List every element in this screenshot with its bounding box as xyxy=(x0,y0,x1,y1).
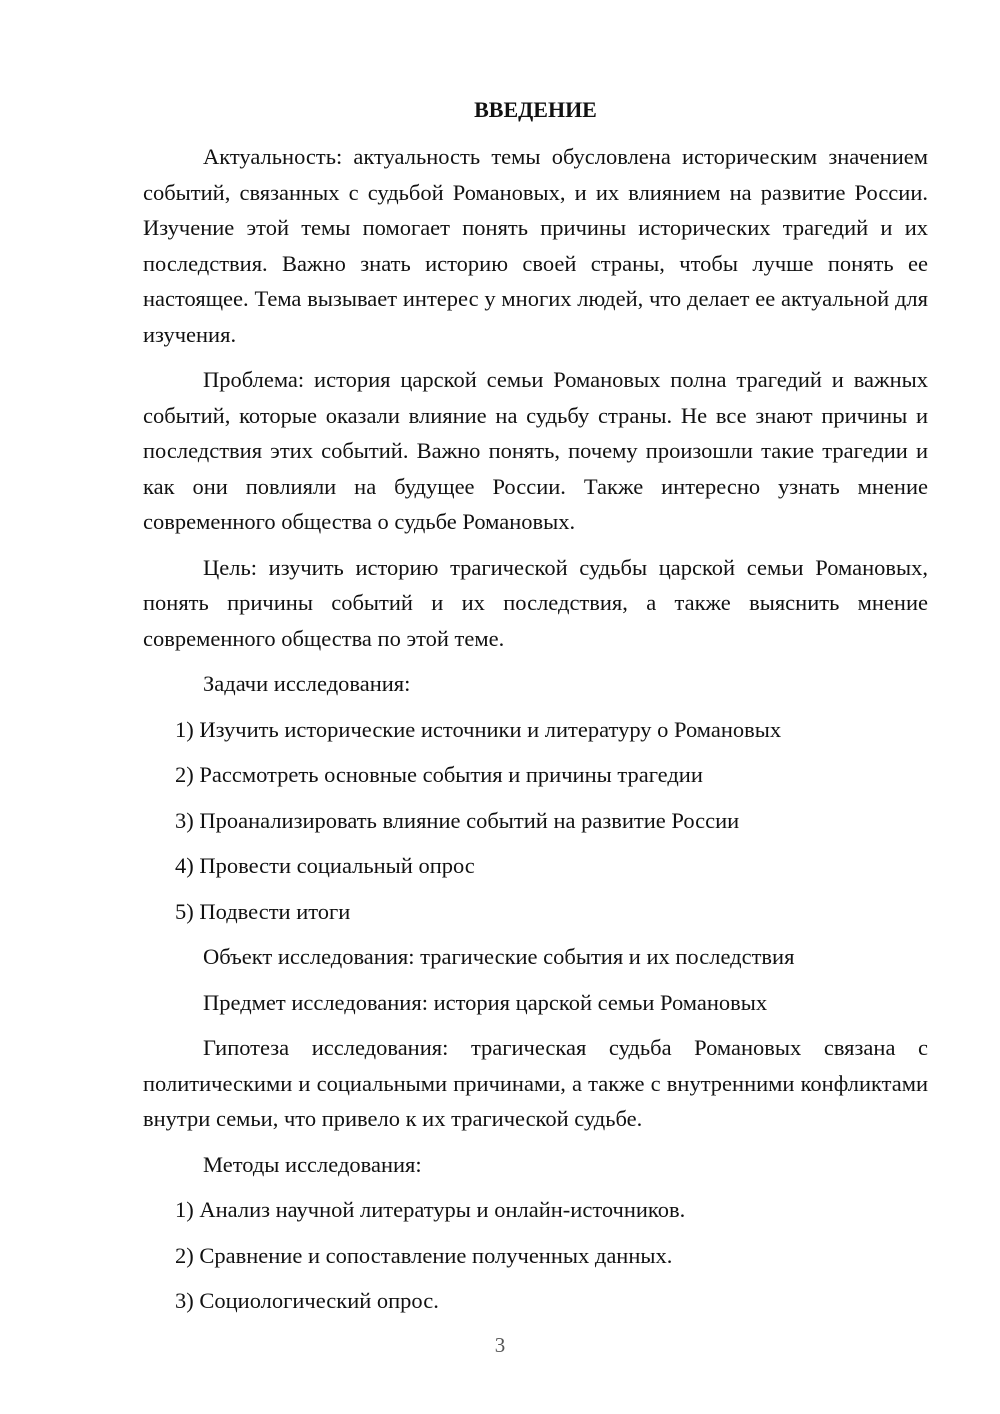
task-item: 5) Подвести итоги xyxy=(175,898,351,924)
method-item: 1) Анализ научной литературы и онлайн-источников. xyxy=(175,1197,686,1222)
method-item: 2) Сравнение и сопоставление полученных данных. xyxy=(175,1242,673,1268)
research-object: Объект исследования: трагические события и их последствия xyxy=(203,944,795,969)
page-number: 3 xyxy=(494,1333,506,1357)
task-item: 4) Провести социальный опрос xyxy=(175,853,475,878)
problem-paragraph: Проблема: история царской семьи Романовых полна трагедий и важных событий, которые оказали влияние на судьбу страны. Не все знают причины и последствия этих событий. Важно понять, почему произошли такие трагедии и как они повлияли на будущее России. Также интересно узнать мнение современного общества о судьбе Романовых. xyxy=(143,367,928,534)
goal-paragraph: Цель: изучить историю трагической судьбы царской семьи Романовых, понять причины событий и их последствия, а также выяснить мнение современного общества по этой теме. xyxy=(143,554,928,651)
research-subject: Предмет исследования: история царской семьи Романовых xyxy=(203,989,768,1015)
document-body xyxy=(143,92,928,1329)
method-item: 3) Социологический опрос. xyxy=(175,1288,439,1313)
task-item: 1) Изучить исторические источники и литературу о Романовых xyxy=(175,716,782,742)
relevance-paragraph: Актуальность: актуальность темы обусловлена историческим значением событий, связанных с судьбой Романовых, и их влиянием на развитие России. Изучение этой темы помогает понять причины исторических трагедий и их последствия. Важно знать историю своей страны, чтобы лучше понять ее настоящее. Тема вызывает интерес у многих людей, что делает ее актуальной для изучения. xyxy=(143,144,928,347)
section-title: ВВЕДЕНИЕ xyxy=(474,97,597,122)
task-item: 3) Проанализировать влияние событий на развитие России xyxy=(175,807,740,833)
tasks-heading: Задачи исследования: xyxy=(203,671,411,696)
task-item: 2) Рассмотреть основные события и причины трагедии xyxy=(175,762,703,787)
hypothesis-paragraph: Гипотеза исследования: трагическая судьба Романовых связана с политическими и социальными причинами, а также с внутренними конфликтами внутри семьи, что привело к их трагической судьбе. xyxy=(143,1035,928,1131)
methods-heading: Методы исследования: xyxy=(203,1151,422,1177)
